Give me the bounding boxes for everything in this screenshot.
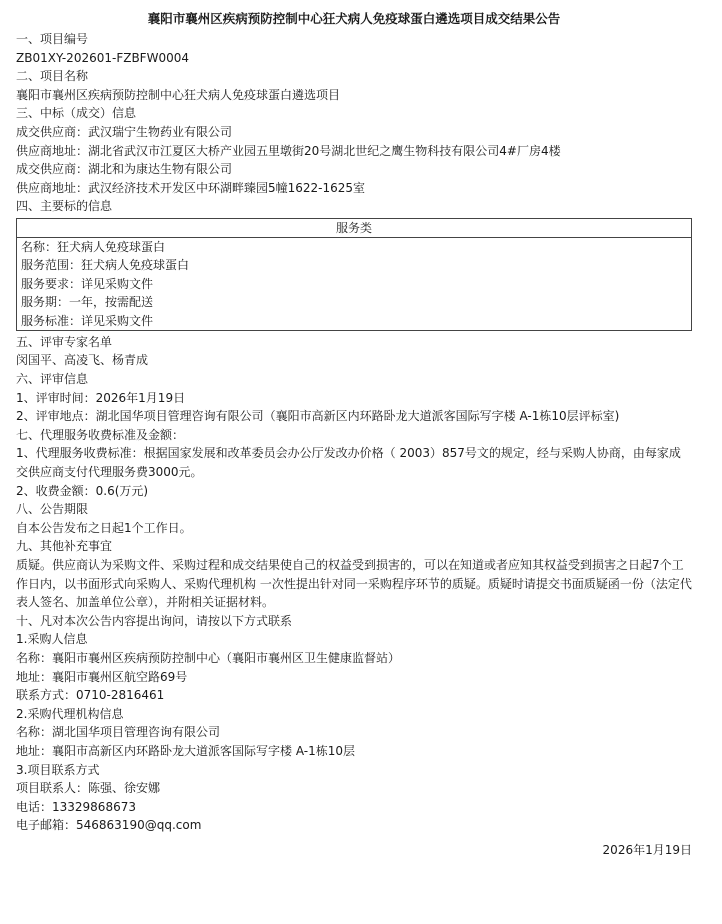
section-heading: 五、评审专家名单 [16, 334, 113, 349]
section-heading: 一、项目编号 [16, 32, 89, 46]
project-contact-phone: 电话：13329868673 [16, 799, 136, 814]
section-heading: 十、凡对本次公告内容提出询问，请按以下方式联系 [16, 613, 293, 628]
project-contact-heading: 3.项目联系方式 [16, 762, 100, 777]
section-heading: 二、项目名称 [16, 69, 89, 84]
expert-list: 闵国平、高凌飞、杨青成 [16, 353, 149, 368]
section-heading: 八、公告期限 [16, 502, 89, 517]
buyer-contact: 联系方式：0710-2816461 [16, 688, 165, 703]
agency-address: 地址：襄阳市高新区内环路卧龙大道派客国际写字楼 A-1栋10层 [16, 743, 355, 758]
section-heading: 七、代理服务收费标准及金额： [16, 427, 185, 442]
announcement-page [16, 10, 692, 859]
agency-heading: 2.采购代理机构信息 [16, 706, 124, 721]
section-heading: 六、评审信息 [16, 372, 89, 387]
supplier-name: 成交供应商：湖北和为康达生物有限公司 [16, 162, 233, 177]
review-time: 1、评审时间：2026年1月19日 [16, 390, 186, 405]
supplier-address: 供应商地址：武汉经济技术开发区中环湖畔臻园5幢1622-1625室 [16, 180, 366, 195]
project-number: ZB01XY-202601-FZBFW0004 [16, 50, 189, 65]
fee-standard: 1、代理服务收费标准：根据国家发展和改革委员会办公厅发改办价格（ 2003）857号文的规定，经与采购人协商，由每家成交供应商支付代理服务费3000元。 [16, 446, 681, 480]
project-name: 襄阳市襄州区疾病预防控制中心狂犬病人免疫球蛋白遴选项目 [16, 87, 341, 102]
project-contact-people: 项目联系人：陈强、徐安娜 [16, 781, 161, 796]
section-heading: 九、其他补充事宜 [16, 539, 113, 554]
table-row: 服务期：一年，按需配送 [21, 295, 154, 310]
review-location: 2、评审地点：湖北国华项目管理咨询有限公司（襄阳市高新区内环路卧龙大道派客国际写字楼 A-1栋10层评标室) [16, 409, 620, 424]
supplier-address: 供应商地址：湖北省武汉市江夏区大桥产业园五里墩街20号湖北世纪之鹰生物科技有限公司4#厂房4楼 [16, 143, 561, 158]
subject-table [16, 218, 692, 331]
notice-period: 自本公告发布之日起1个工作日。 [16, 520, 192, 535]
table-header: 服务类 [17, 219, 691, 238]
project-contact-email: 电子邮箱：546863190@qq.com [16, 818, 202, 833]
page-title: 襄阳市襄州区疾病预防控制中心狂犬病人免疫球蛋白遴选项目成交结果公告 [147, 11, 561, 26]
fee-amount: 2、收费金额：0.6(万元) [16, 483, 149, 498]
table-row: 服务标准：详见采购文件 [21, 313, 154, 328]
publish-date: 2026年1月19日 [602, 842, 692, 857]
table-row: 名称：狂犬病人免疫球蛋白 [21, 239, 166, 254]
agency-name: 名称：湖北国华项目管理咨询有限公司 [16, 725, 221, 740]
section-heading: 三、中标（成交）信息 [16, 106, 137, 121]
challenge-text: 质疑。供应商认为采购文件、采购过程和成交结果使自己的权益受到损害的，可以在知道或者应知其权益受到损害之日起7个工作日内，以书面形式向采购人、采购代理机构 一次性提出针对同一采购程序环节的质疑。质疑时请提交书面质疑函一份（法定代表人签名、加盖单位公章），并附相关证据材料。 [16, 558, 692, 610]
table-row: 服务范围：狂犬病人免疫球蛋白 [21, 258, 190, 273]
table-row: 服务要求：详见采购文件 [21, 276, 154, 291]
supplier-name: 成交供应商：武汉瑞宁生物药业有限公司 [16, 124, 233, 139]
buyer-name: 名称：襄阳市襄州区疾病预防控制中心（襄阳市襄州区卫生健康监督站） [16, 650, 401, 665]
buyer-address: 地址：襄阳市襄州区航空路69号 [16, 669, 188, 684]
buyer-heading: 1.采购人信息 [16, 632, 88, 647]
section-heading: 四、主要标的信息 [16, 199, 113, 214]
